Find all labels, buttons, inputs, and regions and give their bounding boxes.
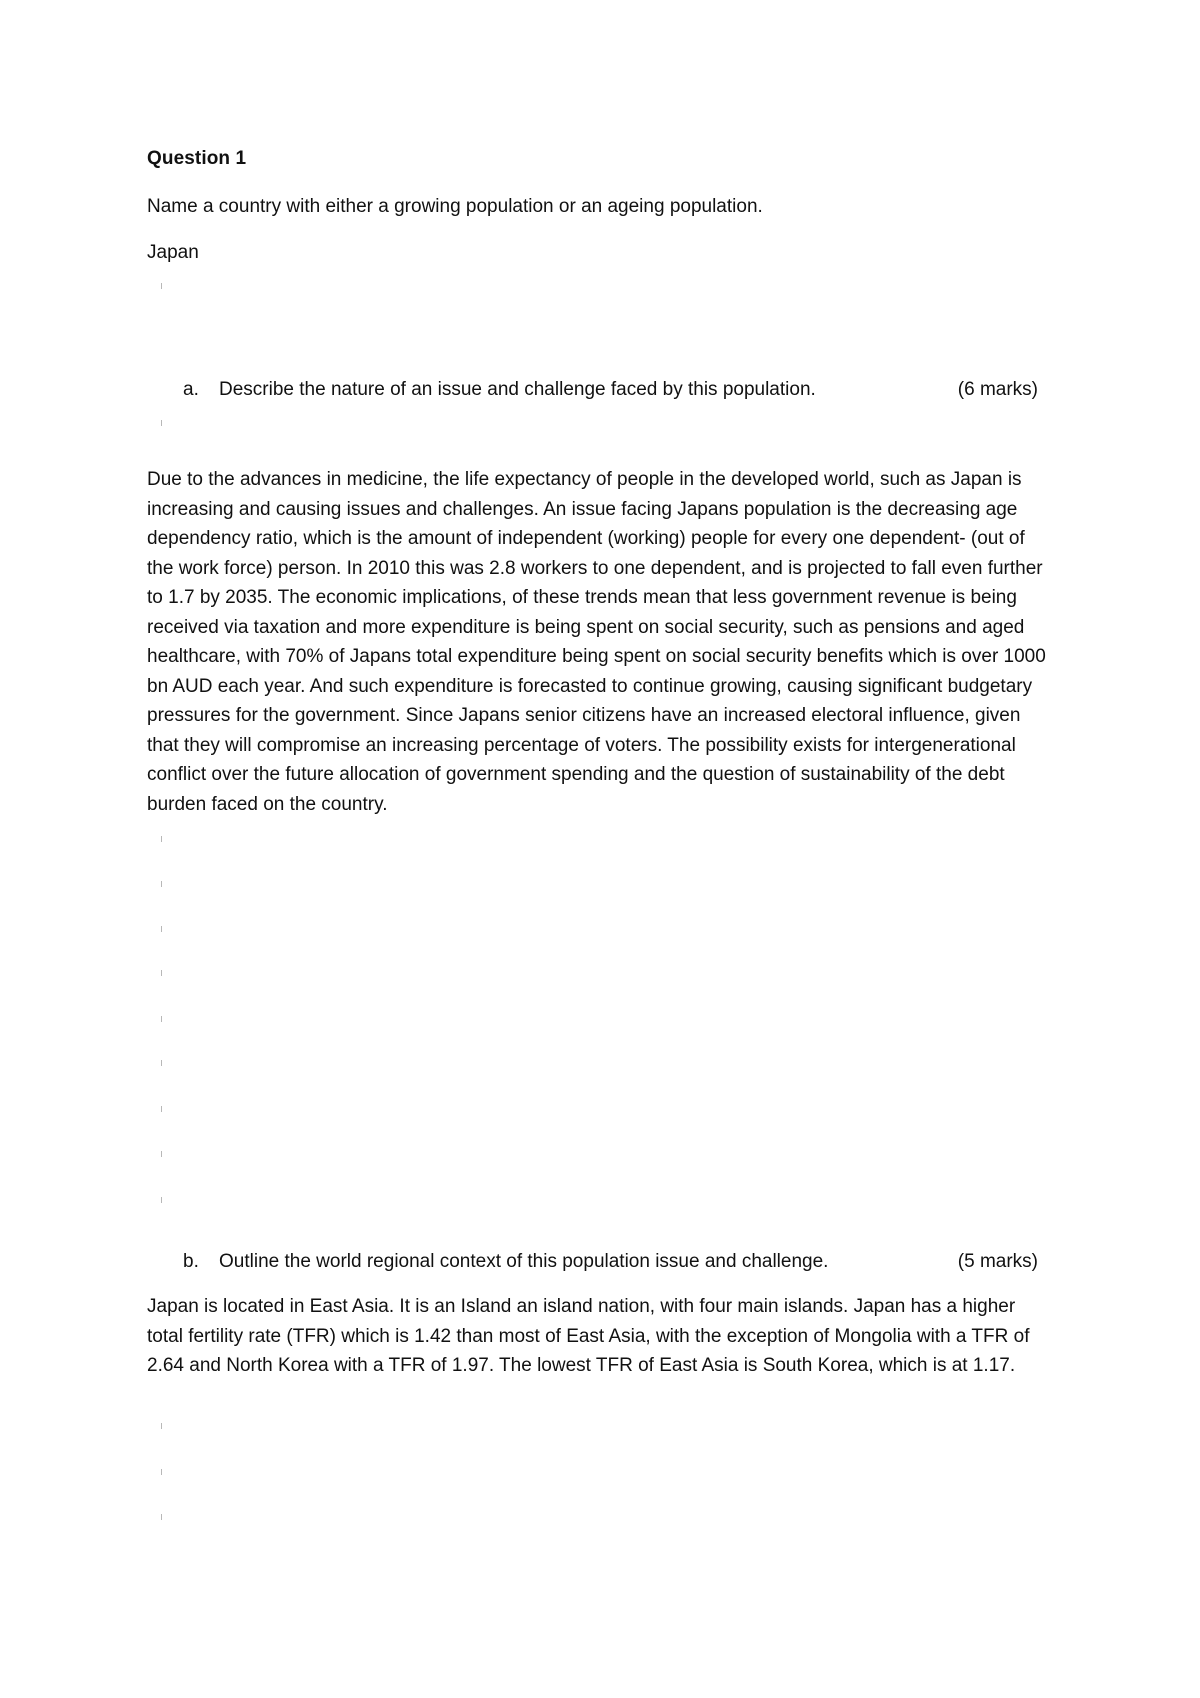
question-heading: Question 1 <box>147 148 247 169</box>
part-b-question <box>183 1251 1038 1273</box>
empty-paragraph-mark <box>161 1060 162 1066</box>
part-a-answer: Due to the advances in medicine, the life expectancy of people in the developed world, such as Japan is increasing and causing issues and challenges. An issue facing Japans population is the decreasing age dependency ratio, which is the amount of independent (working) people for every one dependent- (out of the work force) person. In 2010 this was 2.8 workers to one dependent, and is projected to fall even further to 1.7 by 2035. The economic implications, of these trends mean that less government revenue is being received via taxation and more expenditure is being spent on social security, such as pensions and aged healthcare, with 70% of Japans total expenditure being spent on social security benefits which is over 1000 bn AUD each year. And such expenditure is forecasted to continue growing, causing significant budgetary pressures for the government. Since Japans senior citizens have an increased electoral influence, given that they will compromise an increasing percentage of voters. The possibility exists for intergenerational conflict over the future allocation of government spending and the question of sustainability of the debt burden faced on the country. <box>147 469 1046 815</box>
empty-paragraph-mark <box>161 1469 162 1475</box>
part-b-marks: (5 marks) <box>957 1251 1038 1272</box>
part-b-letter: b. <box>183 1251 199 1272</box>
empty-paragraph-mark <box>161 1423 162 1429</box>
empty-paragraph-mark <box>161 926 162 932</box>
part-a-text: Describe the nature of an issue and challenge faced by this population. <box>219 379 816 400</box>
empty-paragraph-mark <box>161 1016 162 1022</box>
question-answer: Japan <box>147 242 199 263</box>
part-a-marks: (6 marks) <box>957 379 1038 400</box>
empty-paragraph-mark <box>161 1197 162 1203</box>
question-prompt: Name a country with either a growing population or an ageing population. <box>147 196 763 217</box>
empty-paragraph-mark <box>161 881 162 887</box>
part-a-question <box>183 379 1038 401</box>
part-b-text: Outline the world regional context of this population issue and challenge. <box>219 1251 829 1272</box>
empty-paragraph-mark <box>161 836 162 842</box>
empty-paragraph-mark <box>161 1514 162 1520</box>
part-b-answer: Japan is located in East Asia. It is an Island an island nation, with four main islands. Japan has a higher total fertility rate (TFR) which is 1.42 than most of East Asia, with the exception of Mongolia with a TFR of 2.64 and North Korea with a TFR of 1.97. The lowest TFR of East Asia is South Korea, which is at 1.17. <box>147 1296 1030 1376</box>
empty-paragraph-mark <box>161 1106 162 1112</box>
empty-paragraph-mark <box>161 1151 162 1157</box>
empty-paragraph-mark <box>161 420 162 426</box>
part-a-letter: a. <box>183 379 199 400</box>
empty-paragraph-mark <box>161 283 162 289</box>
empty-paragraph-mark <box>161 970 162 976</box>
